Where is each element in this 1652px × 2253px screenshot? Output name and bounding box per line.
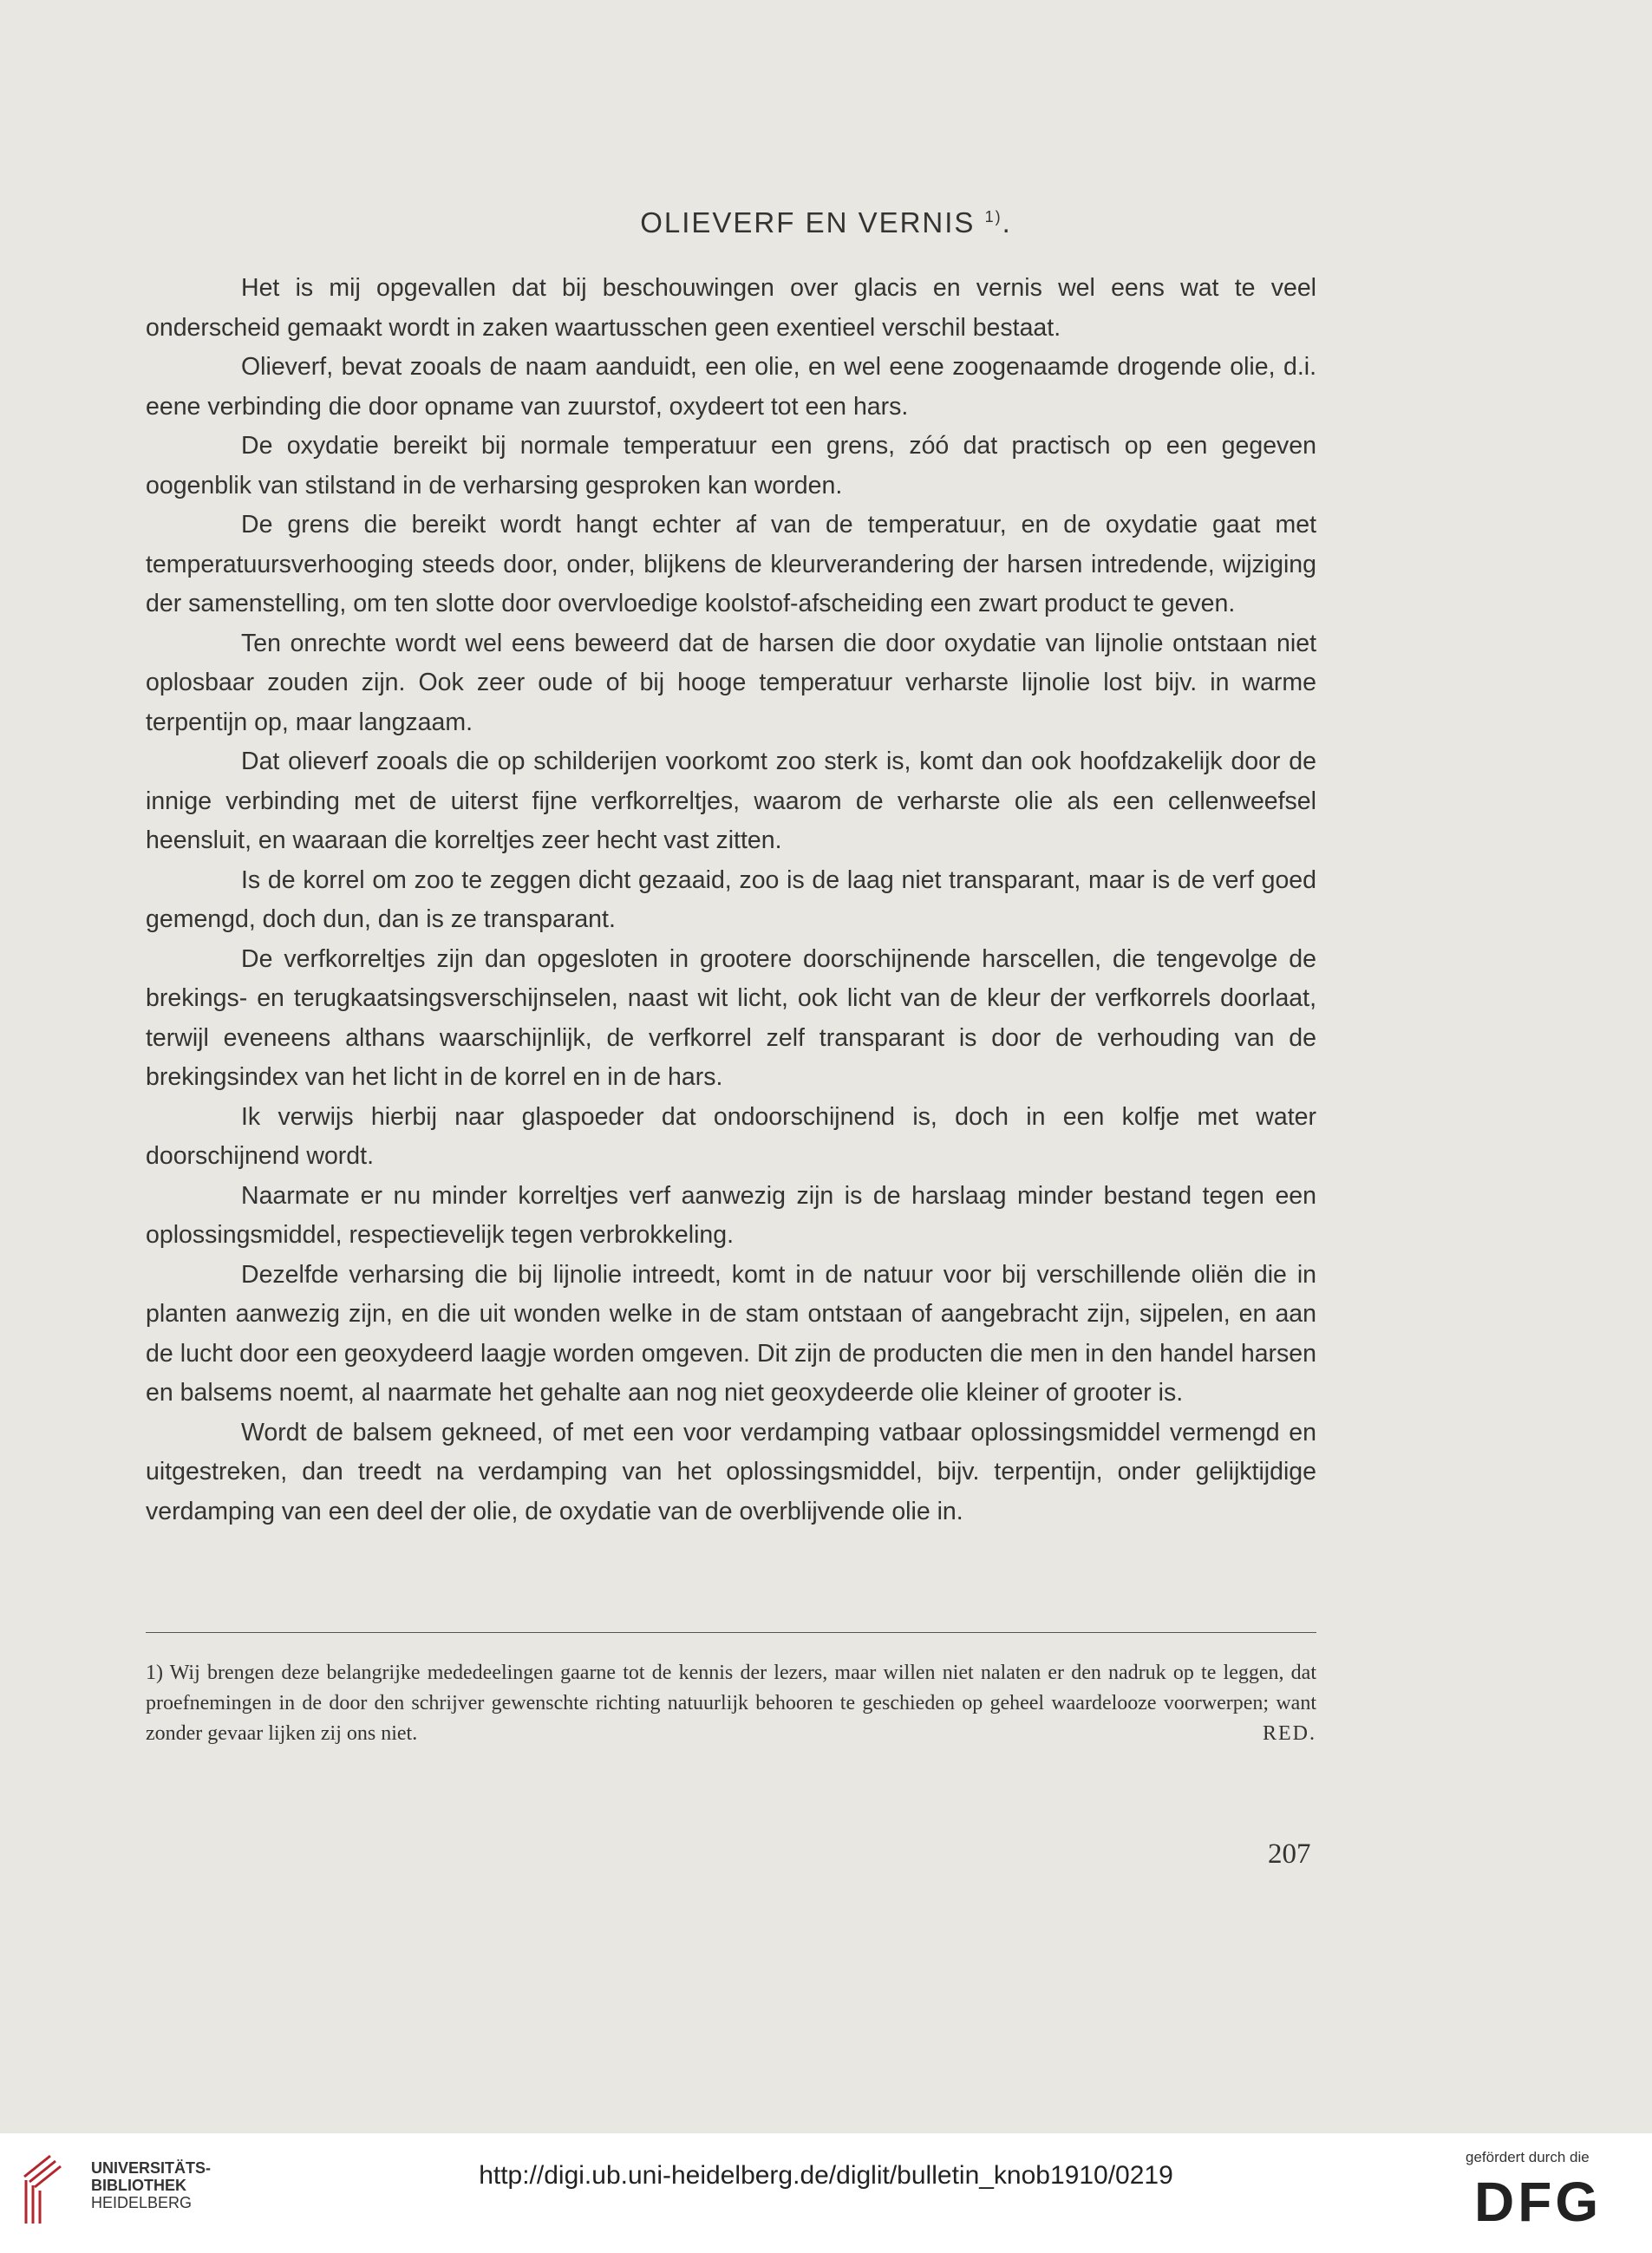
paragraph: Olieverf, bevat zooals de naam aanduidt, een olie, en wel eene zoogenaamde drogende olie, d.i. eene verbinding die door opname van zuurstof, oxydeert tot een hars. — [146, 353, 1316, 421]
paragraph: De grens die bereikt wordt hangt echter af van de temperatuur, en de oxydatie gaat met temperatuursverhooging steeds door, onder, blijkens de kleurverandering der harsen intredende, wijziging der samenstelling, om ten slotte door overvloedige koolstof-afscheiding een zwart product te geven. — [146, 511, 1316, 617]
page-number: 207 — [1268, 1838, 1311, 1870]
footnote-text: 1) Wij brengen deze belangrijke mededeelingen gaarne tot de kennis der lezers, maar willen niet nalaten er den nadruk op te leggen, dat proefnemingen in de door den schrijver gewenschte richting natuurlijk behooren te geschieden op geheel waardelooze voorwerpen; want zonder gevaar lijken zij ons niet. — [146, 1662, 1316, 1745]
paragraph: Is de korrel om zoo te zeggen dicht gezaaid, zoo is de laag niet transparant, maar is de verf goed gemengd, doch dun, dan is ze transparant. — [146, 865, 1316, 933]
permalink-url[interactable]: http://digi.ub.uni-heidelberg.de/diglit/bulletin_knob1910/0219 — [479, 2161, 1173, 2190]
title-footnote-marker: 1) — [984, 208, 1002, 225]
paragraph: Het is mij opgevallen dat bij beschouwingen over glacis en vernis wel eens wat te veel onderscheid gemaakt wordt in zaken waartusschen geen exentieel verschil bestaat. — [146, 274, 1316, 342]
paragraph: Dat olieverf zooals die op schilderijen voorkomt zoo sterk is, komt dan ook hoofdzakelijk door de innige verbinding met de uiterst fijne verfkorreltjes, waarom de verharste olie als een cellenweefsel heensluit, en waaraan die korreltjes zeer hecht vast zitten. — [146, 748, 1316, 854]
dfg-logo: DFG — [1474, 2171, 1603, 2233]
paragraph: Ik verwijs hierbij naar glaspoeder dat ondoorschijnend is, doch in een kolfje met water doorschijnend wordt. — [146, 1102, 1316, 1170]
article-title: OLIEVERF EN VERNIS $^{1)}$. — [640, 206, 1012, 238]
article-body — [146, 269, 1316, 1531]
library-name: UNIVERSITÄTS- BIBLIOTHEK HEIDELBERG — [91, 2159, 212, 2211]
paragraph: Ten onrechte wordt wel eens beweerd dat de harsen die door oxydatie van lijnolie ontstaan niet oplosbaar zouden zijn. Ook zeer oude of bij hooge temperatuur verharste lijnolie lost bijv. in warme terpentijn op, maar langzaam. — [146, 629, 1316, 736]
funded-by-label: gefördert durch die — [1466, 2149, 1590, 2165]
paragraph: Dezelfde verharsing die bij lijnolie intreedt, komt in de natuur voor bij verschillende oliën die in planten aanwezig zijn, en die uit wonden welke in de stam ontstaan of aangebracht zijn, sijpelen, en aan de lucht door een geoxydeerd laagje worden omgeven. Dit zijn de producten die men in den handel harsen en balsems noemt, al naarmate het gehalte aan nog niet geoxydeerde olie kleiner of grooter is. — [146, 1260, 1316, 1407]
footnote-signature: RED. — [1263, 1722, 1316, 1745]
paragraph: Naarmate er nu minder korreltjes verf aanwezig zijn is de harslaag minder bestand tegen een oplossingsmiddel, respectievelijk tegen verbrokkeling. — [146, 1181, 1316, 1249]
footnote — [146, 1658, 1316, 1749]
paragraph: Wordt de balsem gekneed, of met een voor verdamping vatbaar oplossingsmiddel vermengd en uitgestreken, dan treedt na verdamping van het oplossingsmiddel, bijv. terpentijn, onder gelijktijdige verdamping van een deel der olie, de oxydatie van de overblijvende olie in. — [146, 1418, 1316, 1525]
viewer-footer — [0, 2133, 1652, 2253]
paragraph: De oxydatie bereikt bij normale temperatuur een grens, zóó dat practisch op een gegeven oogenblik van stilstand in de verharsing gesproken kan worden. — [146, 432, 1316, 500]
paragraph: De verfkorreltjes zijn dan opgesloten in grootere doorschijnende harscellen, die tengevolge de brekings- en terugkaatsingsverschijnselen, naast wit licht, ook licht van de kleur der verfkorrels doorlaat, terwijl eveneens althans waarschijnlijk, de verfkorrel zelf transparant is door de verhouding van de brekingsindex van het licht in de korrel en in de hars. — [146, 944, 1316, 1091]
footnote-divider — [146, 1632, 1316, 1633]
